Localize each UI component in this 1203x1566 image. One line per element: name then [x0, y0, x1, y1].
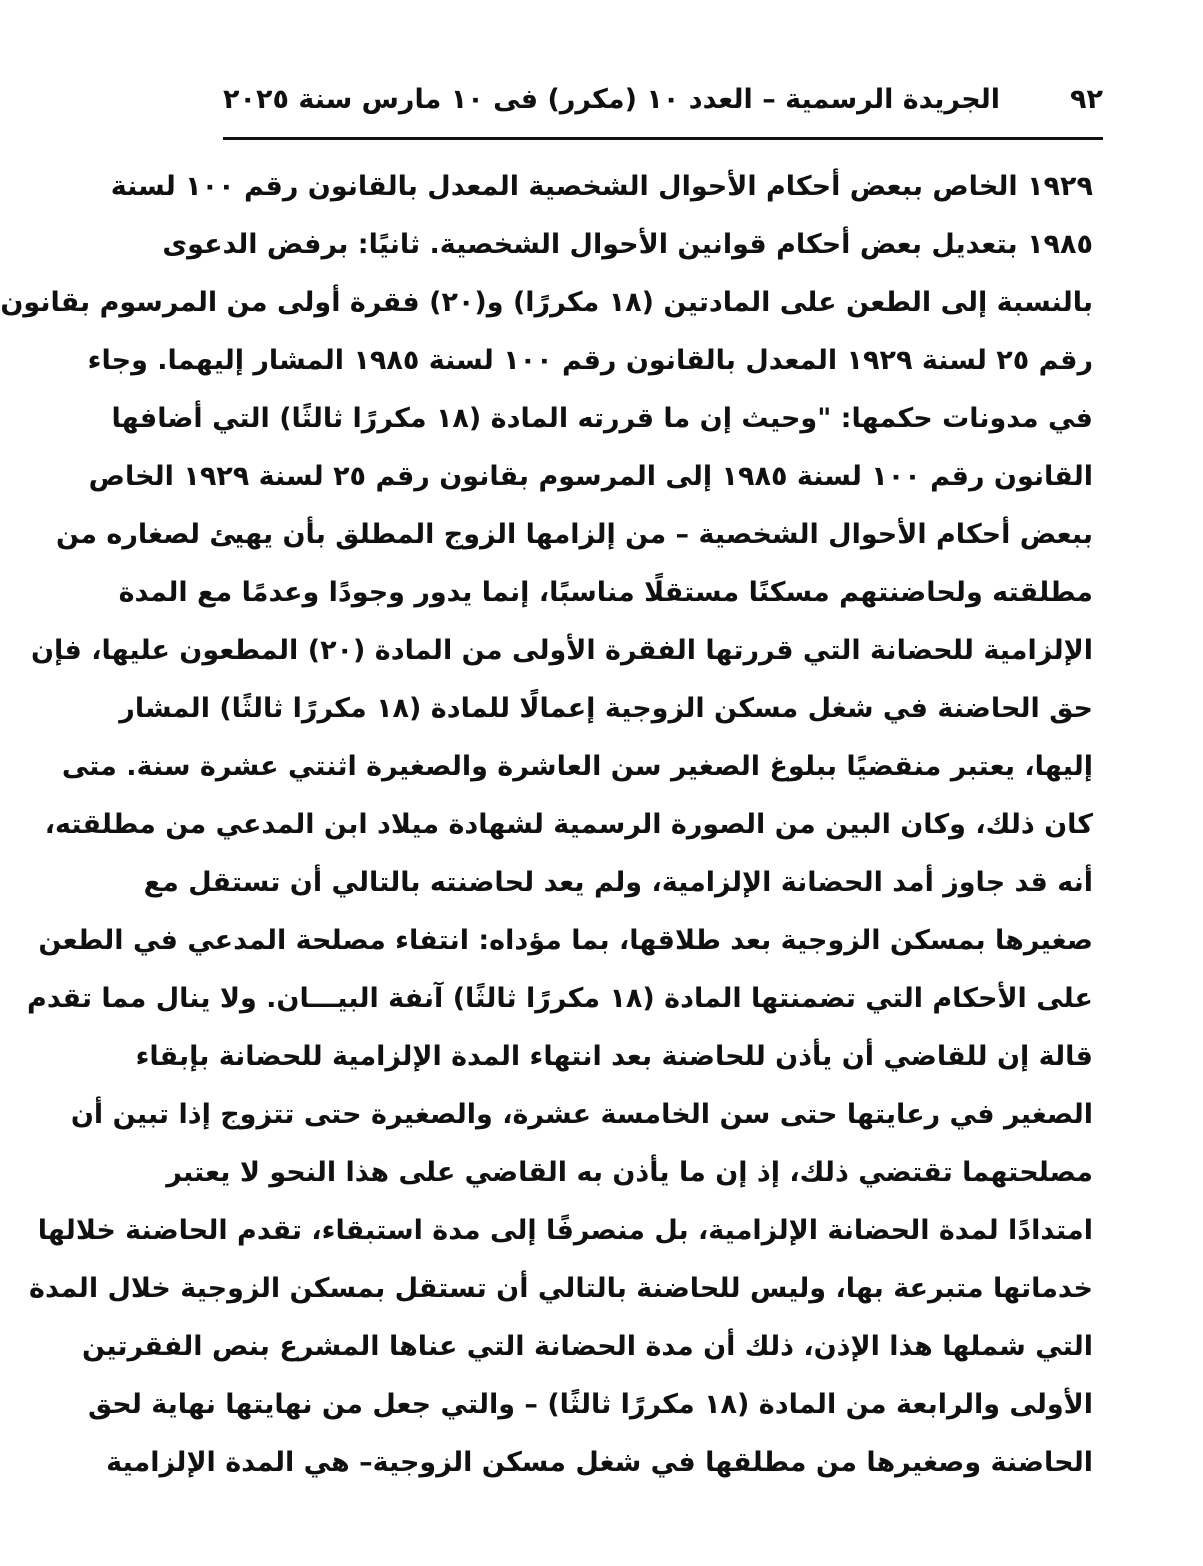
gazette-header-title: الجريدة الرسمية – العدد ١٠ (مكرر) فى ١٠ مارس سنة ٢٠٢٥ [223, 84, 1001, 115]
text-line: حق الحاضنة في شغل مسكن الزوجية إعمالًا للمادة (١٨ مكررًا ثالثًا) المشار [119, 693, 1093, 724]
text-line: مطلقته ولحاضنتهم مسكنًا مستقلًا مناسبًا، إنما يدور وجودًا وعدمًا مع المدة [118, 577, 1093, 608]
text-line: الأولى والرابعة من المادة (١٨ مكررًا ثالثًا) – والتي جعل من نهايتها نهاية لحق [87, 1389, 1093, 1420]
text-line: الحاضنة وصغيرها من مطلقها في شغل مسكن الزوجية– هي المدة الإلزامية [106, 1447, 1093, 1478]
text-line: بالنسبة إلى الطعن على المادتين (١٨ مكررًا) و(٢٠) فقرة أولى من المرسوم بقانون [0, 287, 1093, 318]
text-line: امتدادًا لمدة الحضانة الإلزامية، بل منصرفًا إلى مدة استبقاء، تقدم الحاضنة خلالها [37, 1215, 1093, 1246]
text-line: القانون رقم ١٠٠ لسنة ١٩٨٥ إلى المرسوم بقانون رقم ٢٥ لسنة ١٩٢٩ الخاص [88, 461, 1093, 492]
text-line: كان ذلك، وكان البين من الصورة الرسمية لشهادة ميلاد ابن المدعي من مطلقته، [44, 809, 1093, 840]
text-line: مصلحتهما تقتضي ذلك، إذ إن ما يأذن به القاضي على هذا النحو لا يعتبر [166, 1157, 1093, 1188]
text-line: ١٩٨٥ بتعديل بعض أحكام قوانين الأحوال الشخصية. ثانيًا: برفض الدعوى [162, 229, 1093, 260]
text-line: على الأحكام التي تضمنتها المادة (١٨ مكررًا ثالثًا) آنفة البيـــان. ولا ينال مما تقدم [27, 983, 1093, 1014]
header-divider [223, 137, 1103, 140]
text-line: أنه قد جاوز أمد الحضانة الإلزامية، ولم يعد لحاضنته بالتالي أن تستقل مع [143, 867, 1093, 898]
body-text [0, 158, 1093, 1492]
text-line: الإلزامية للحضانة التي قررتها الفقرة الأولى من المادة (٢٠) المطعون عليها، فإن [30, 635, 1093, 666]
text-line: ببعض أحكام الأحوال الشخصية – من إلزامها الزوج المطلق بأن يهيئ لصغاره من [55, 519, 1093, 550]
text-line: في مدونات حكمها: "وحيث إن ما قررته المادة (١٨ مكررًا ثالثًا) التي أضافها [111, 403, 1093, 434]
text-line: خدماتها متبرعة بها، وليس للحاضنة بالتالي أن تستقل بمسكن الزوجية خلال المدة [29, 1273, 1093, 1304]
page-number: ٩٢ [1070, 84, 1103, 115]
text-line: قالة إن للقاضي أن يأذن للحاضنة بعد انتهاء المدة الإلزامية للحضانة بإبقاء [135, 1041, 1093, 1072]
text-line: الصغير في رعايتها حتى سن الخامسة عشرة، والصغيرة حتى تتزوج إذا تبين أن [70, 1099, 1093, 1130]
text-line: إليها، يعتبر منقضيًا ببلوغ الصغير سن العاشرة والصغيرة اثنتي عشرة سنة. متى [61, 751, 1093, 782]
text-line: صغيرها بمسكن الزوجية بعد طلاقها، بما مؤداه: انتفاء مصلحة المدعي في الطعن [38, 925, 1093, 956]
text-line: ١٩٢٩ الخاص ببعض أحكام الأحوال الشخصية المعدل بالقانون رقم ١٠٠ لسنة [110, 171, 1093, 202]
text-line: التي شملها هذا الإذن، ذلك أن مدة الحضانة التي عناها المشرع بنص الفقرتين [82, 1331, 1093, 1362]
text-line: رقم ٢٥ لسنة ١٩٢٩ المعدل بالقانون رقم ١٠٠ لسنة ١٩٨٥ المشار إليهما. وجاء [87, 345, 1093, 376]
page-header [223, 78, 1103, 128]
